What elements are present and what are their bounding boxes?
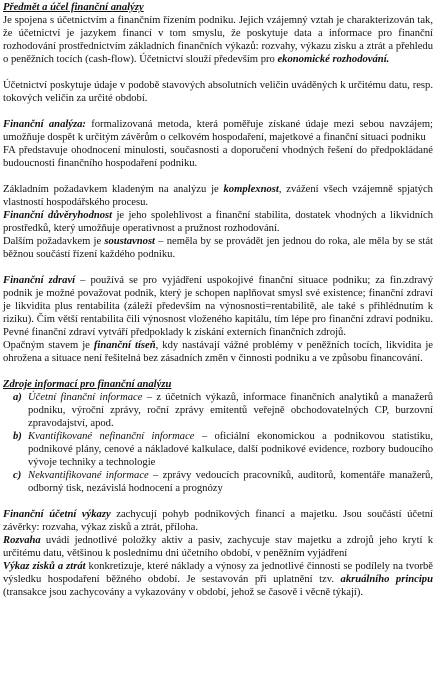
- paragraph-text: konkretizuje, které náklady a výnosy za jednotlivé činnosti se podílely na tvorbě výsledku hospodaření běžného období. Je sestavován při uplatnění tzv.: [3, 561, 433, 585]
- term-ucetni-vykazy: Finanční účetní výkazy: [3, 509, 111, 520]
- list-item-title: Účetní finanční informace: [28, 392, 143, 403]
- paragraph-text: uvádí jednotlivé položky aktiv a pasiv, zachycuje stav majetku a zdrojů jeho krytí k určitému datu, většinou k poslednímu dni účetního období, v peněžním vyjádření: [3, 535, 433, 559]
- term-financni-tisen: finanční tíseň: [93, 340, 156, 351]
- list-item-text: [28, 430, 433, 469]
- list-marker: b): [13, 431, 22, 442]
- paragraph-udaje: Účetnictví poskytuje údaje v podobě stavových absolutních veličin uváděných k určitému datu, resp. tokových veličin za určité období.: [3, 80, 433, 104]
- term-soustavnost: soustavnost: [104, 236, 156, 247]
- paragraph-text: zachycují pohyb podnikových financí a majetku. Jsou součástí účetní závěrky: rozvaha, výkaz zisků a ztrát, příloha.: [3, 509, 433, 533]
- spacer: [3, 170, 433, 183]
- paragraph-financni-tisen: [3, 339, 433, 365]
- definition-text: formalizovaná metoda, která poměřuje získané údaje mezi sebou navzájem; umožňuje dospět k určitým závěrům o celkovém hospodaření, majetkové a finanční situaci podniku: [3, 119, 433, 143]
- term-financni-zdravi: Finanční zdraví: [3, 275, 76, 286]
- list-item-body: – z účetních výkazů, informace finančních analytiků a manažerů podniku, výroční zprávy, roční zprávy emitentů veřejně obchodovatelných CP, burzovní zpravodajství, apod.: [28, 392, 433, 429]
- paragraph-text: – používá se pro vyjádření uspokojivé finanční situace podniku; za fin.zdravý podnik je možné považovat podnik, který je schopen naplňovat smysl své existence; finanční zdraví je likvidita plus rentabilita (záleží především na výnosnosti=rentabilitě, ale také s přihlédnutím k riziku). Čím větší rentabilita čili výnosnost vloženého kapitálu, tím lépe pro finanční zdraví podniku. Pevné finanční zdraví vytváří předpoklady k získání externích finančních zdrojů.: [3, 275, 434, 338]
- paragraph-komplexnost: [3, 183, 433, 209]
- paragraph-soustavnost: [3, 235, 433, 261]
- section-heading-predmet: Předmět a účel finanční analýzy: [3, 2, 144, 13]
- spacer: [3, 105, 433, 118]
- emphasis-text: ekonomické rozhodování.: [277, 54, 390, 65]
- list-item: [13, 391, 433, 430]
- list-item-title: Nekvantifikované informace: [28, 470, 149, 481]
- spacer: [3, 66, 433, 79]
- paragraph-ucetni-vykazy: [3, 508, 433, 534]
- paragraph-rozvaha: [3, 534, 433, 560]
- list-item-body: – zprávy vedoucích pracovníků, auditorů, komentáře manažerů, odborný tisk, nezávislá hodnocení a prognózy: [28, 470, 433, 494]
- paragraph-text: Dalším požadavkem je: [3, 236, 105, 247]
- paragraph-text: – neměla by se provádět jen jednou do roka, ale měla by se stát běžnou součástí řízení každého podniku.: [3, 236, 433, 260]
- paragraph-text: Opačným stavem je: [3, 340, 94, 351]
- term-rozvaha: Rozvaha: [3, 535, 41, 546]
- paragraph-duveryhodnost: [3, 209, 433, 235]
- spacer: [3, 495, 433, 508]
- paragraph-vykaz-zisku: [3, 560, 433, 599]
- list-marker: c): [13, 470, 22, 481]
- paragraph-text: , kdy nastávají vážné problémy v peněžních tocích, likvidita je ohrožena a situace není řešitelná bez zásadních změn v činnosti podniku a ve způsobu financování.: [3, 340, 433, 364]
- list-item-text: [28, 469, 433, 495]
- paragraph-text: Základním požadavkem kladeným na analýzu je: [3, 184, 224, 195]
- paragraph-text: Je spojena s účetnictvím a finančním řízením podniku. Jejich vzájemný vztah je charakterizován tak, že účetnictví je jazykem financí v tom smyslu, že poskytuje data a informace pro finanční rozhodování prostřednictvím základních finančních výkazů: rozvahy, výkazu zisku a ztrát a přehledu o peněžních tocích (cash-flow). Účetnictví slouží především pro: [3, 15, 433, 65]
- term-vykaz-zisku: Výkaz zisků a ztrát: [3, 561, 86, 572]
- list-item-text: [28, 391, 433, 430]
- document-page: [3, 1, 433, 599]
- term-financni-analyza: Finanční analýza:: [3, 119, 86, 130]
- term-komplexnost: komplexnost: [223, 184, 279, 195]
- list-item: [13, 430, 433, 469]
- paragraph-fa-hodnoceni: FA představuje ohodnocení minulosti, současnosti a doporučení vhodných řešení do předpokládané budoucnosti finančního hospodaření podniku.: [3, 145, 433, 169]
- list-marker: a): [13, 392, 22, 403]
- paragraph-text: (transakce jsou zachycovány a vykazovány v období, jehož se časově i věcně týkají).: [3, 587, 364, 598]
- term-akrualni-princip: akruálního principu: [340, 574, 433, 585]
- paragraph-text: , zvážení všech vzájemně spjatých vlastností hospodářského procesu.: [3, 184, 433, 208]
- spacer: [3, 261, 433, 274]
- list-item: [13, 469, 433, 495]
- paragraph-ucetnictvi: [3, 14, 433, 66]
- list-item-title: Kvantifikované nefinanční informace: [28, 431, 195, 442]
- paragraph-financni-analyza: [3, 118, 433, 144]
- paragraph-financni-zdravi: [3, 274, 433, 339]
- list-item-body: – oficiální ekonomickou a podnikovou statistiku, podnikové plány, cenové a nákladové kalkulace, další podnikové evidence, rozbory budoucího vývoje techniky a technologie: [28, 431, 433, 468]
- spacer: [3, 365, 433, 378]
- term-duveryhodnost: Finanční důvěryhodnost: [3, 210, 113, 221]
- section-heading-zdroje: Zdroje informací pro finanční analýzu: [3, 379, 172, 390]
- paragraph-text: je jeho spolehlivost a finanční stabilita, dostatek vhodných a likvidních prostředků, který umožňuje operativnost a pružnost rozhodování.: [3, 210, 434, 234]
